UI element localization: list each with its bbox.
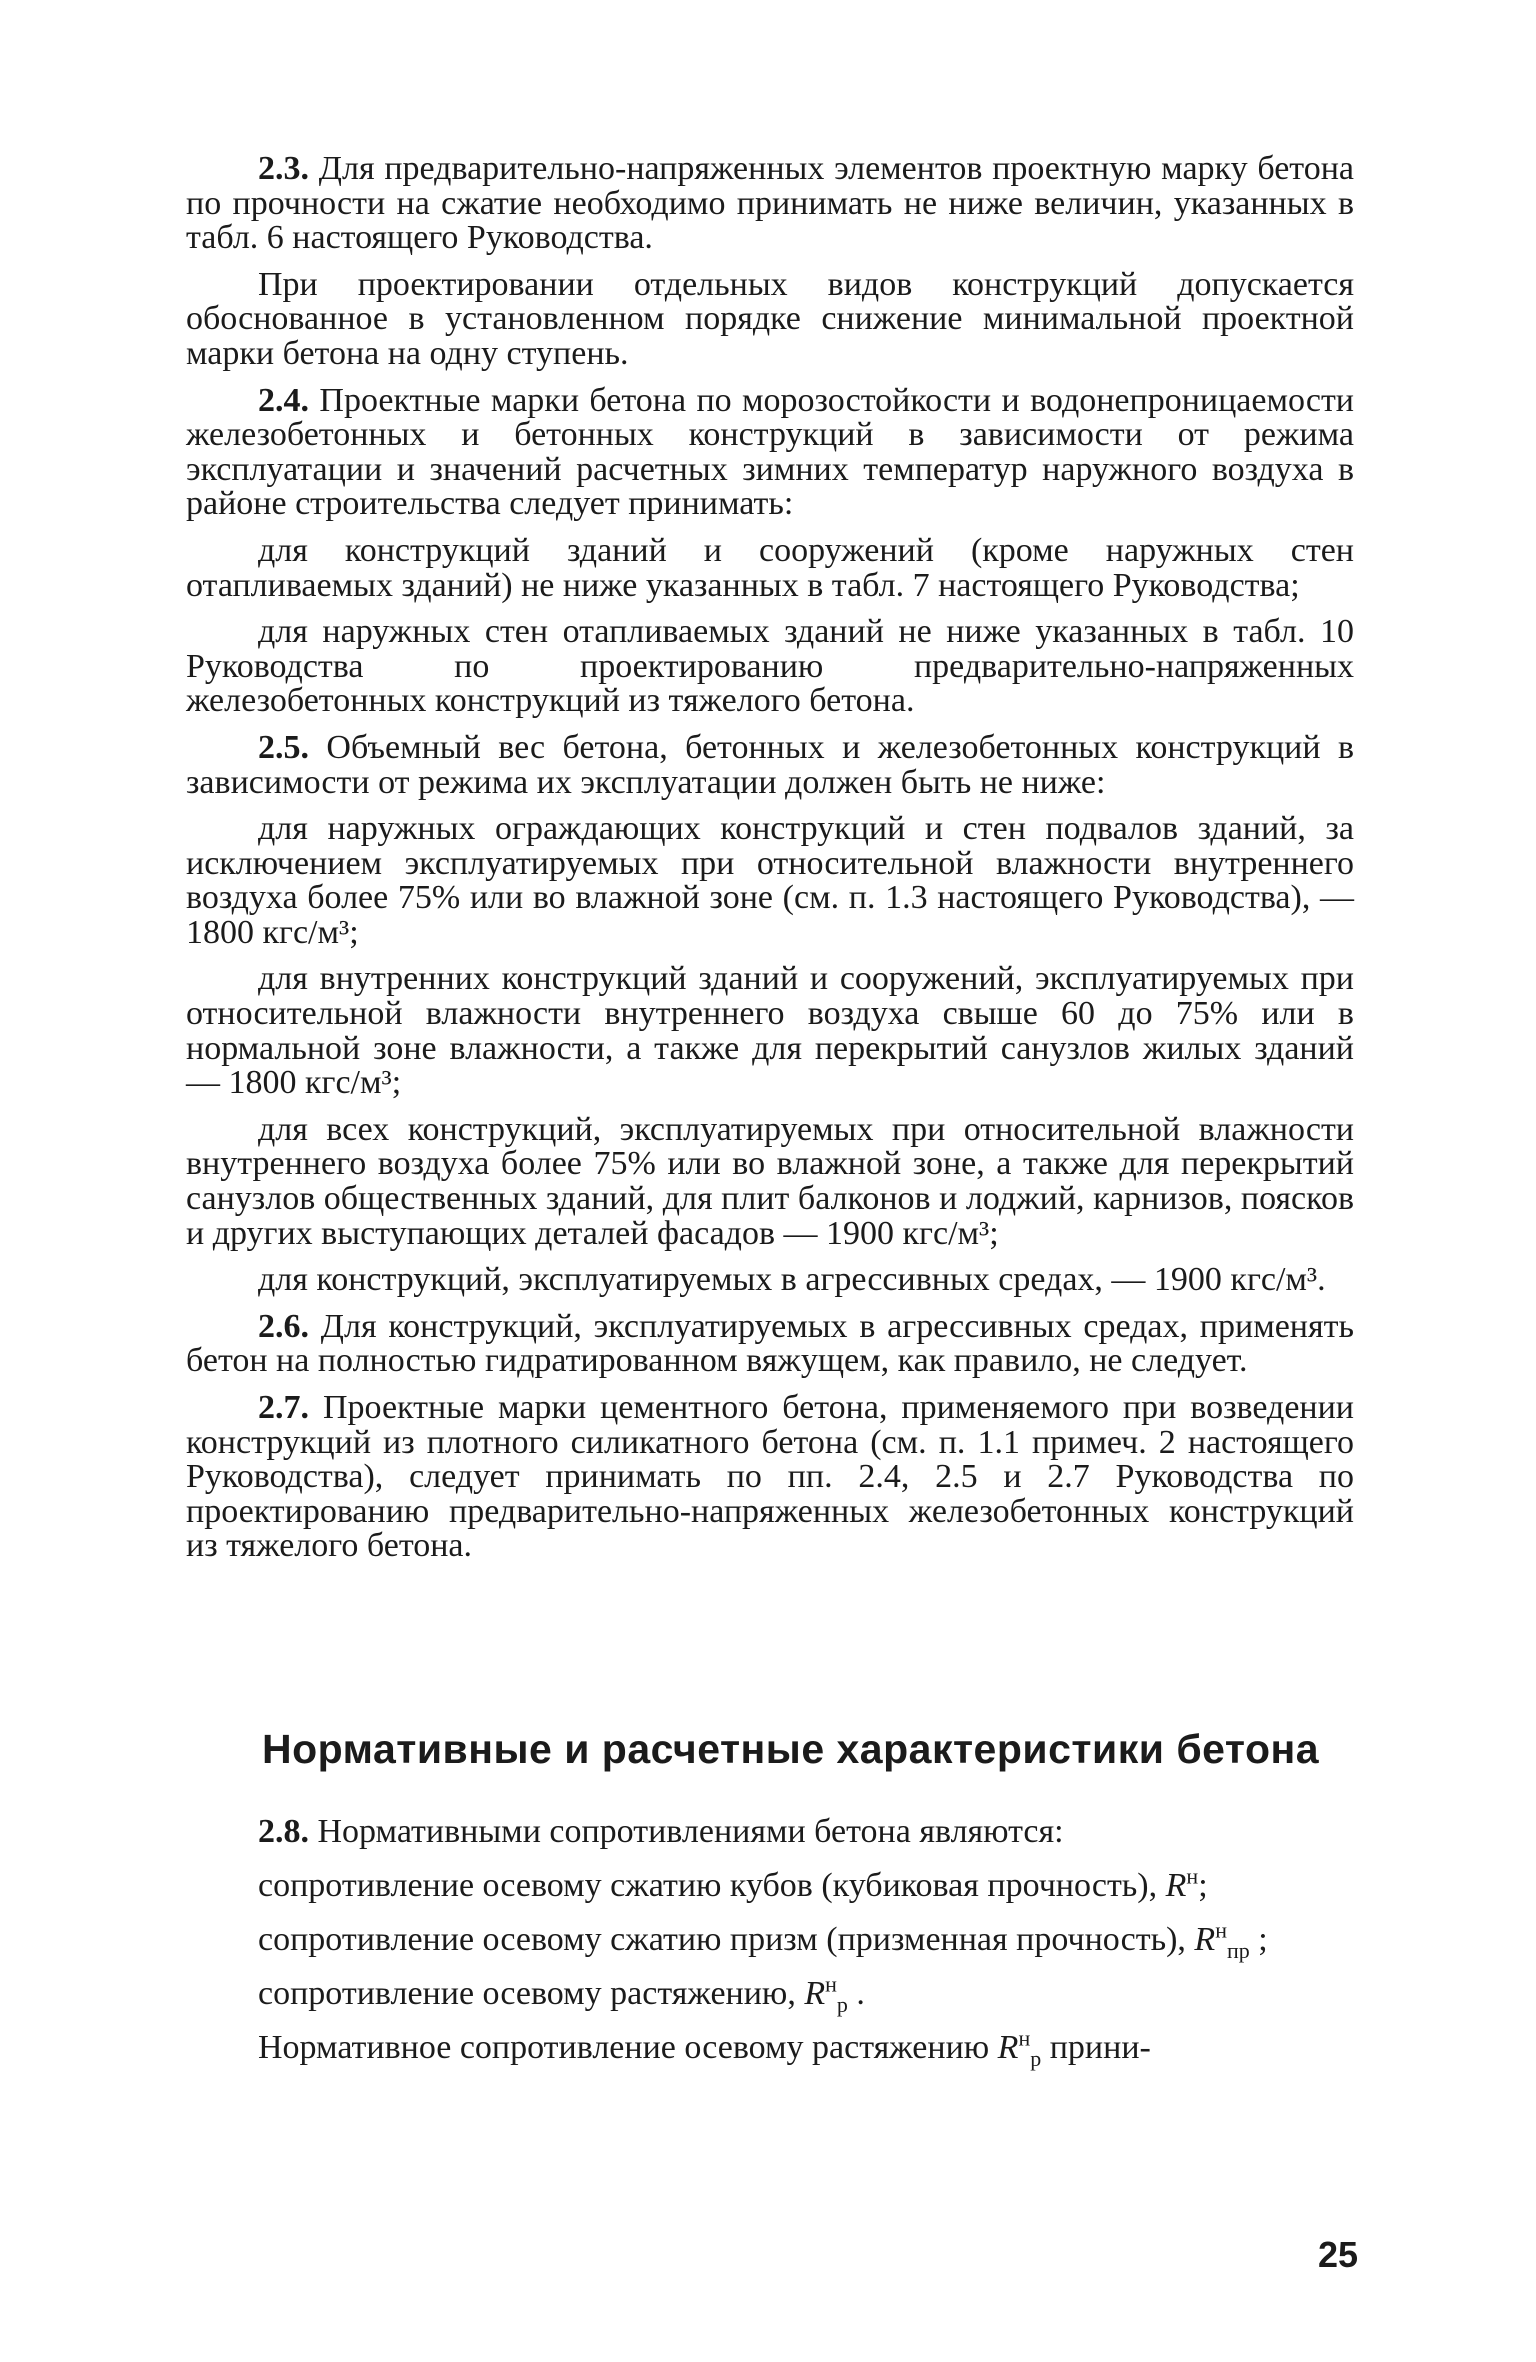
paragraph-text: Для конструкций, эксплуатируемых в агрессивных средах, применять бетон на полностью гидратированном вяжущем, как правило, не следует. — [186, 1307, 1355, 1380]
paragraph-2-4 — [186, 381, 1354, 523]
paragraph-text: Нормативное сопротивление осевому растяжению — [258, 2029, 990, 2066]
punctuation: ; — [1198, 1867, 1208, 1904]
symbol: R — [1165, 1867, 1187, 1904]
paragraph-text: Объемный вес бетона, бетонных и железобетонных конструкций в зависимости от режима их эксплуатации должен быть не ниже: — [186, 728, 1355, 801]
symbol: R — [804, 1975, 826, 2012]
paragraph — [186, 1263, 1354, 1298]
paragraph-text: сопротивление осевому сжатию кубов (кубиковая прочность), — [258, 1867, 1158, 1904]
paragraph-text: для наружных ограждающих конструкций и стен подвалов зданий, за исключением эксплуатируемых при относительной влажности внутреннего воздуха более 75% или во влажной зоне (см. п. 1.3 настоящего Руководства), — 1800 кгс/м³; — [186, 810, 1354, 951]
paragraph — [186, 265, 1354, 372]
body-text — [186, 152, 1354, 1576]
paragraph-2-5 — [186, 728, 1355, 801]
symbol-subscript: пр — [1226, 1937, 1250, 1963]
paragraph-2-6 — [186, 1307, 1355, 1380]
paragraph-2-7 — [186, 1391, 1354, 1564]
paragraph-number: 2.7. — [258, 1389, 309, 1426]
formula-paragraph — [186, 1917, 1354, 1963]
symbol: R — [1194, 1921, 1216, 1958]
paragraph-text: сопротивление осевому растяжению, — [258, 1975, 796, 2012]
paragraph-text: Проектные марки цементного бетона, применяемого при возведении конструкций из плотного силикатного бетона (см. п. 1.1 примеч. 2 настоящего Руководства), следует принимать по пп. 2.4, 2.5 и 2.7 Руководства по проектированию предварительно-напряженных железобетонных конструкций из тяжелого бетона. — [186, 1389, 1354, 1565]
paragraph-continuation: прини- — [1049, 2029, 1151, 2066]
symbol: R — [997, 2029, 1019, 2066]
paragraph-number: 2.3. — [258, 150, 309, 187]
paragraph-2-8 — [186, 1812, 1354, 1852]
paragraph — [186, 615, 1354, 719]
paragraph-text: для конструкций, эксплуатируемых в агрессивных средах, — 1900 кгс/м³. — [258, 1261, 1326, 1299]
paragraph-text: Проектные марки бетона по морозостойкости и водонепроницаемости железобетонных и бетонных конструкций в зависимости от режима эксплуатации и значений расчетных зимних температур наружного воздуха в районе строительства следует принимать: — [186, 381, 1354, 523]
paragraph — [186, 1110, 1354, 1252]
paragraph-text: для всех конструкций, эксплуатируемых при относительной влажности внутреннего воздуха более 75% или во влажной зоне, а также для перекрытий санузлов общественных зданий, для плит балконов и лоджий, карнизов, поясков и других выступающих деталей фасадов — 1900 кгс/м³; — [186, 1110, 1354, 1252]
formula-paragraph — [186, 1863, 1354, 1906]
symbol-superscript: н — [825, 1971, 837, 1997]
paragraph — [186, 531, 1354, 604]
page-number: 25 — [1318, 2234, 1359, 2275]
paragraph-number: 2.8. — [258, 1813, 309, 1850]
symbol-superscript: н — [1018, 2025, 1031, 2051]
paragraph — [186, 812, 1354, 950]
paragraph-text: для внутренних конструкций зданий и сооружений, эксплуатируемых при относительной влажности внутреннего воздуха свыше 60 до 75% или в нормальной зоне влажности, а также для перекрытий санузлов жилых зданий — 1800 кгс/м³; — [186, 960, 1354, 1102]
symbol-superscript: н — [1186, 1863, 1199, 1889]
paragraph-text: для наружных стен отапливаемых зданий не ниже указанных в табл. 10 Руководства по проектированию предварительно-напряженных железобетонных конструкций из тяжелого бетона. — [186, 613, 1354, 720]
paragraph-number: 2.5. — [258, 728, 309, 766]
paragraph-text: для конструкций зданий и сооружений (кроме наружных стен отапливаемых зданий) не ниже указанных в табл. 7 настоящего Руководства; — [186, 531, 1354, 604]
symbol-subscript: р — [836, 1991, 848, 2017]
lower-text — [186, 1812, 1354, 2082]
paragraph-text: сопротивление осевому сжатию призм (призменная прочность), — [258, 1921, 1186, 1958]
paragraph-number: 2.4. — [258, 381, 309, 419]
paragraph-text: Нормативными сопротивлениями бетона являются: — [317, 1813, 1064, 1850]
punctuation: . — [856, 1975, 865, 2012]
paragraph-text: При проектировании отдельных видов конструкций допускается обоснованное в установленном порядке снижение минимальной проектной марки бетона на одну ступень. — [186, 265, 1354, 372]
symbol-superscript: н — [1215, 1917, 1227, 1943]
formula-paragraph — [186, 1971, 1354, 2017]
paragraph — [186, 962, 1354, 1100]
formula-paragraph — [186, 2025, 1354, 2071]
symbol-subscript: р — [1030, 2045, 1042, 2071]
paragraph-number: 2.6. — [258, 1307, 309, 1345]
paragraph-text: Для предварительно-напряженных элементов проектную марку бетона по прочности на сжатие необходимо принимать не ниже величин, указанных в табл. 6 настоящего Руководства. — [186, 150, 1355, 257]
paragraph-2-3 — [186, 152, 1354, 256]
section-heading: Нормативные и расчетные характеристики бетона — [262, 1726, 1320, 1772]
punctuation: ; — [1258, 1921, 1268, 1958]
